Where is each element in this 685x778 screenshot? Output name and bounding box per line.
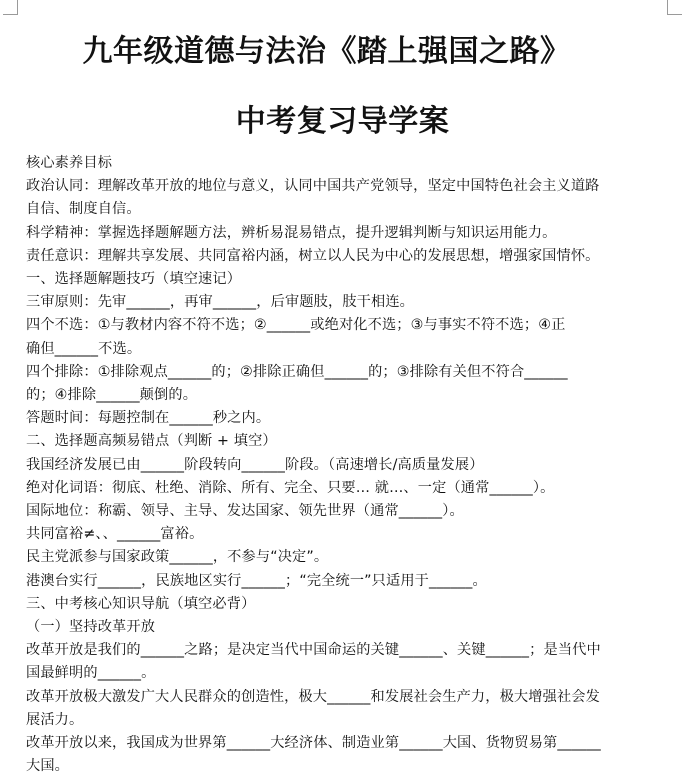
text-line: 改革开放是我们的______之路；是决定当代中国命运的关键______、关键______；是当代中	[26, 642, 601, 659]
document-title: 九年级道德与法治《踏上强国之路》	[82, 34, 571, 69]
text-line: 国最鲜明的______。	[26, 665, 156, 682]
text-line: 四个排除：①排除观点______的；②排除正确但______的；③排除有关但不符合______	[26, 363, 568, 380]
text-line: 科学精神：掌握选择题解题方法，辨析易混易错点，提升逻辑判断与知识运用能力。	[26, 224, 557, 241]
text-line: 共同富裕≠、、______富裕。	[26, 526, 204, 543]
document-subtitle: 中考复习导学案	[235, 104, 450, 139]
text-line: 国际地位：称霸、领导、主导、发达国家、领先世界（通常______）。	[26, 503, 464, 520]
text-line: 大国。	[26, 758, 70, 775]
page-corner-mark-left	[3, 0, 18, 15]
text-line: 展活力。	[26, 711, 84, 728]
text-line: 的；④排除______颠倒的。	[26, 387, 198, 404]
text-line: 三审原则：先审______，再审______，后审题肢，肢干相连。	[26, 294, 415, 311]
section-heading-core-goals: 核心素养目标	[26, 155, 113, 171]
document-body	[26, 152, 666, 778]
text-line: 我国经济发展已由______阶段转向______阶段。（高速增长/高质量发展）	[26, 456, 484, 473]
text-line: 四个不选：①与教材内容不符不选；②______或绝对化不选；③与事实不符不选；④正	[26, 317, 566, 334]
text-line: 改革开放以来，我国成为世界第______大经济体、制造业第______大国、货物贸易第______	[26, 735, 601, 752]
text-line: 政治认同：理解改革开放的地位与意义，认同中国共产党领导，坚定中国特色社会主义道路	[26, 178, 600, 195]
text-line: 绝对化词语：彻底、杜绝、消除、所有、完全、只要… 就…、一定（通常______）。	[26, 479, 555, 496]
section-heading-3: 三、中考核心知识导航（填空必背）	[26, 595, 256, 612]
section-heading-2: 二、选择题高频易错点（判断 + 填空）	[26, 433, 277, 450]
text-line: 改革开放极大激发广大人民群众的创造性，极大______和发展社会生产力，极大增强社会发	[26, 688, 600, 705]
text-line: 自信、制度自信。	[26, 201, 141, 218]
text-line: 港澳台实行______，民族地区实行______；“完全统一”只适用于______。	[26, 572, 487, 589]
subsection-heading: （一）坚持改革开放	[26, 619, 156, 636]
text-line: 答题时间：每题控制在______秒之内。	[26, 410, 271, 427]
text-line: 民主党派参与国家政策______，不参与“决定”。	[26, 549, 329, 566]
text-line: 确但______不选。	[26, 340, 142, 357]
text-line: 责任意识：理解共享发展、共同富裕内涵，树立以人民为中心的发展思想，增强家国情怀。	[26, 247, 600, 264]
section-heading-1: 一、选择题解题技巧（填空速记）	[26, 271, 242, 288]
page-corner-mark-right	[667, 0, 682, 15]
